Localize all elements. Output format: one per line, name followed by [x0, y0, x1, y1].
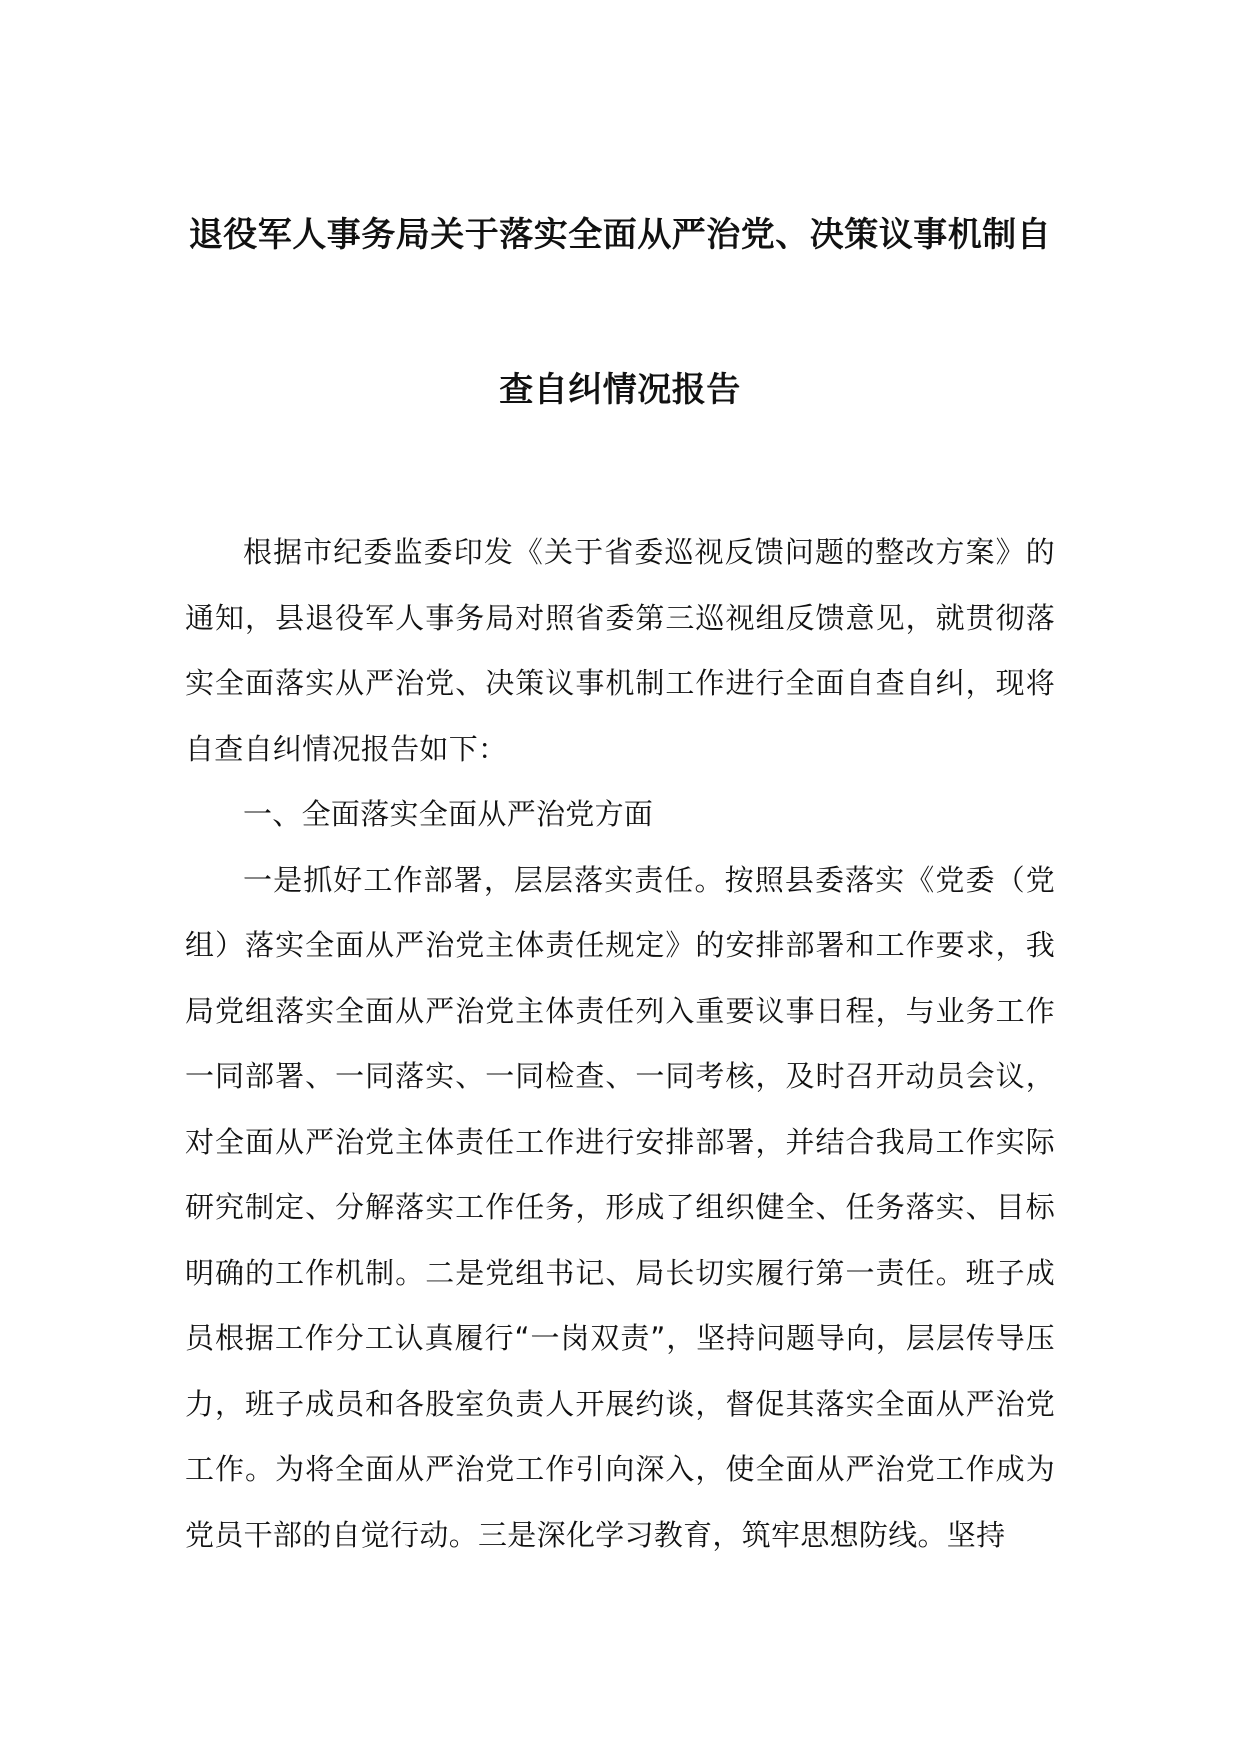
section-1-heading: 一、全面落实全面从严治党方面 — [243, 797, 654, 831]
document-title-line-1: 退役军人事务局关于落实全面从严治党、决策议事机制自 — [188, 215, 1052, 255]
document-title-line-2: 查自纠情况报告 — [499, 370, 741, 410]
intro-paragraph: 根据市纪委监委印发《关于省委巡视反馈问题的整改方案》的通知，县退役军人事务局对照省委第三巡视组反馈意见，就贯彻落实全面落实从严治党、决策议事机制工作进行全面自查自纠，现将自查自纠情况报告如下： — [185, 535, 1055, 766]
section-1-paragraph: 一是抓好工作部署，层层落实责任。按照县委落实《党委（党组）落实全面从严治党主体责任规定》的安排部署和工作要求，我局党组落实全面从严治党主体责任列入重要议事日程，与业务工作一同部署、一同落实、一同检查、一同考核，及时召开动员会议，对全面从严治党主体责任工作进行安排部署，并结合我局工作实际研究制定、分解落实工作任务，形成了组织健全、任务落实、目标明确的工作机制。二是党组书记、局长切实履行第一责任。班子成员根据工作分工认真履行“一岗双责”，坚持问题导向，层层传导压力，班子成员和各股室负责人开展约谈，督促其落实全面从严治党工作。为将全面从严治党工作引向深入，使全面从严治党工作成为党员干部的自觉行动。三是深化学习教育，筑牢思想防线。坚持 — [185, 862, 1055, 1552]
document-body — [185, 520, 1055, 1568]
